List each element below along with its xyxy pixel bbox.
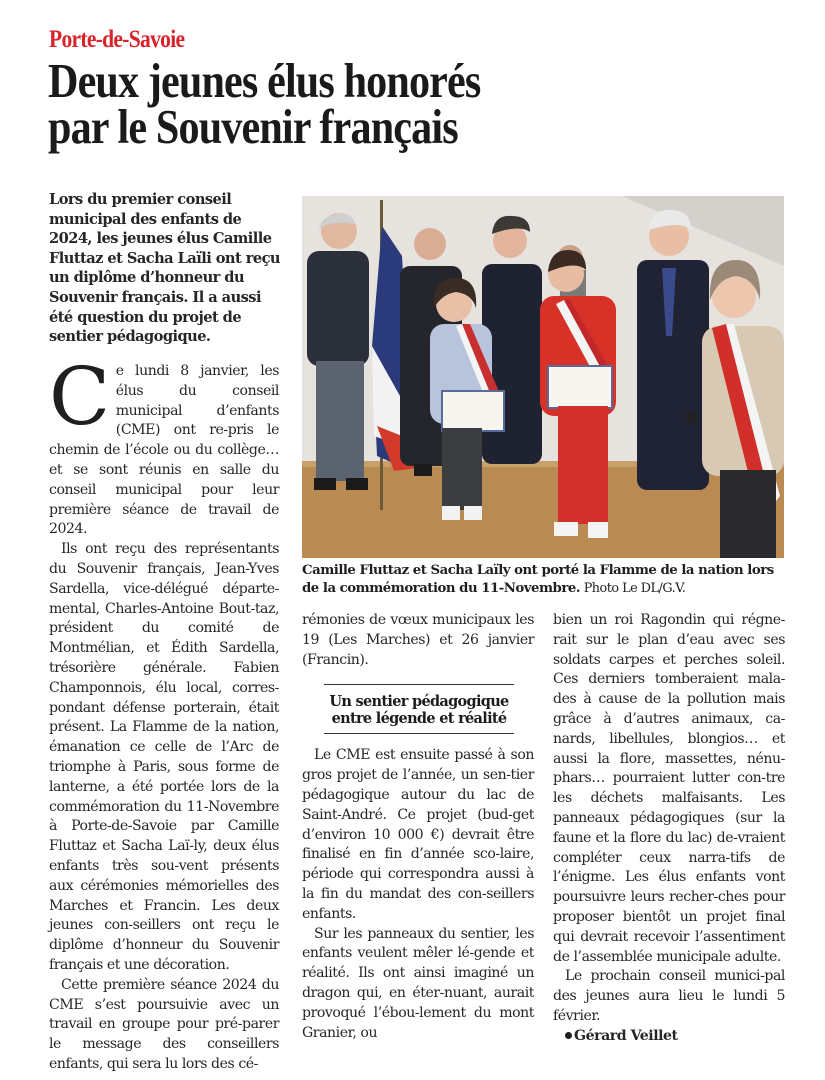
column-3	[553, 611, 785, 1047]
column-1	[49, 350, 279, 1075]
paragraph-7: bien un roi Ragondin qui régne-rait sur le plan d’eau avec ses soldats carpes et perches soleil. Ces derniers tomberaient mala-des à cause de la pollution mais grâce à d’autres animaux, ca-nards, libellules, blongios… et aussi la flore, massettes, nénu-phars… pourraient lutter con-tre les déchets malfaisants. Les panneaux pédagogiques (sur la faune et la flore du lac) de-vraient compléter ceux narra-tifs de l’énigme. Les élus enfants vont poursuivre leurs recher-ches pour proposer bientôt un projet final qui devrait recevoir l’assentiment de l’assemblée municipale adulte.	[553, 612, 785, 965]
author-name: Gérard Veillet	[574, 1027, 678, 1044]
paragraph-4: rémonies de vœux municipaux les 19 (Les Marches) et 26 janvier (Francin).	[302, 612, 534, 668]
drop-cap: C	[49, 350, 110, 443]
intertitle: Un sentier pédagogique entre légende et réalité	[324, 684, 514, 734]
paragraph-1-text: e lundi 8 janvier, les élus du conseil municipal d’enfants (CME) ont re-pris le chemin de l’école ou du collège… et se sont réunis en salle du conseil municipal pour leur première séance de travail de 2024.	[49, 363, 279, 538]
article-photo	[302, 196, 784, 558]
paragraph-5: Le CME est ensuite passé à son gros projet de l’année, un sen-tier pédagogique autour du lac de Saint-André. Ce projet (bud-get d’environ 10 000 €) devrait être finalisé en fin d’année sco-laire, période qui correspondra aussi à la fin du mandat des con-seillers enfants.	[302, 747, 534, 922]
paragraph-3: Cette première séance 2024 du CME s’est poursuivie avec un travail en groupe pour pré-parer le message des conseillers enfants, qui sera lu lors des cé-	[49, 976, 279, 1072]
photo-caption	[302, 562, 792, 598]
section-kicker: Porte-de-Savoie	[49, 26, 185, 53]
lead-paragraph: Lors du premier conseil municipal des enfants de 2024, les jeunes élus Camille Fluttaz et Sacha Laïli ont reçu un diplôme d’honneur du Souvenir français. Il a aussi été question du projet de sentier pédagogique.	[49, 191, 280, 346]
caption-text: Camille Fluttaz et Sacha Laïly ont porté la Flamme de la nation lors de la commémoration du 11-Novembre.	[302, 563, 774, 596]
byline	[553, 1027, 785, 1047]
paragraph-8: Le prochain conseil munici-pal des jeunes aura lieu le lundi 5 février.	[553, 968, 785, 1024]
photo-credit: Photo Le DL/G.V.	[583, 581, 686, 596]
group-photo-illustration	[302, 196, 784, 558]
headline	[48, 53, 481, 154]
headline-line-2: par le Souvenir français	[48, 99, 458, 154]
paragraph-2: Ils ont reçu des représentants du Souvenir français, Jean-Yves Sardella, vice-délégué départe-mental, Charles-Antoine Bout-taz, président du comité de Montmélian, et Édith Sardella, trésorière générale. Fabien Champonnois, élu local, corres-pondant défense porterain, était présent. La Flamme de la nation, émanation ce celle de l’Arc de triomphe à Paris, sous forme de lanterne, a été portée lors de la commémoration du 11-Novembre à Porte-de-Savoie par Camille Fluttaz et Sacha Laï-ly, deux élus enfants très sou-vent présents aux cérémonies mémorielles des Marches et Francin. Les deux jeunes con-seillers ont reçu le diplôme d’honneur du Souvenir français et une décoration.	[49, 541, 279, 973]
column-2	[302, 611, 534, 1043]
bullet-icon	[565, 1032, 572, 1039]
headline-line-1: Deux jeunes élus honorés	[48, 53, 481, 108]
paragraph-6: Sur les panneaux du sentier, les enfants veulent mêler lé-gende et réalité. Ils ont ainsi imaginé un dragon qui, en éter-nuant, aurait provoqué l’ébou-lement du mont Granier, ou	[302, 925, 534, 1041]
paragraph-1	[49, 350, 279, 540]
